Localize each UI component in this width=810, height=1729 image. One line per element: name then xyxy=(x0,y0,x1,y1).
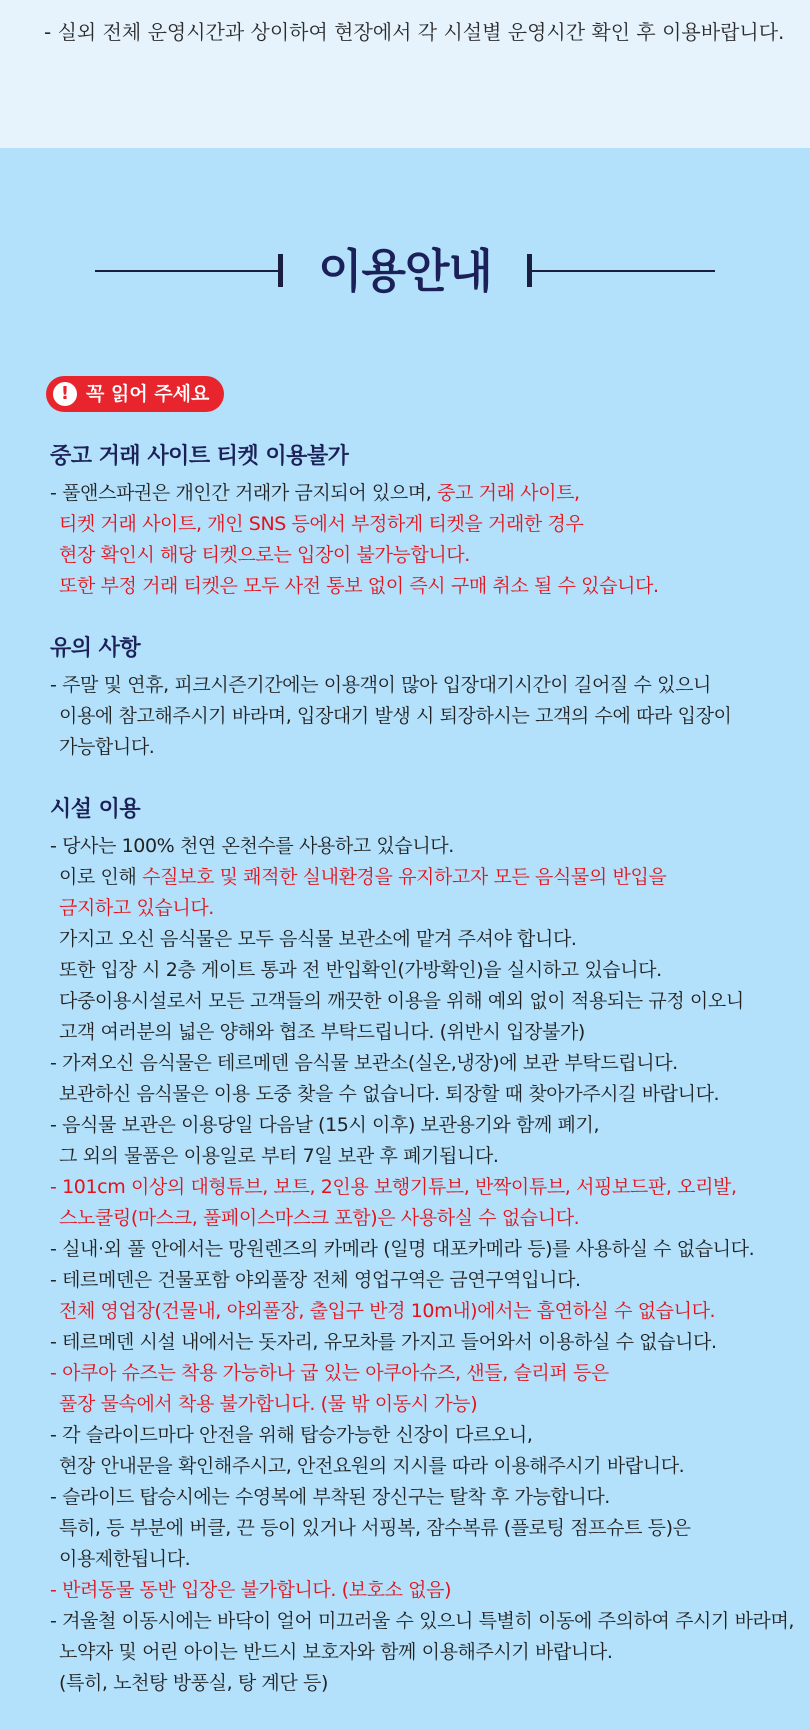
body-text: 가지고 오신 음식물은 모두 음식물 보관소에 맡겨 주셔야 합니다. xyxy=(59,928,577,950)
body-text: 고객 여러분의 넓은 양해와 협조 부탁드립니다. (위반시 입장불가) xyxy=(59,1021,585,1043)
highlight-text: 전체 영업장(건물내, 야외풀장, 출입구 반경 10m내)에서는 흡연하실 수 없습니다. xyxy=(59,1300,716,1322)
body-text: 노약자 및 어린 아이는 반드시 보호자와 함께 이용해주시기 바랍니다. xyxy=(59,1641,613,1663)
highlight-text: 중고 거래 사이트, xyxy=(437,482,580,504)
guide-line xyxy=(50,1172,790,1203)
body-text: - 테르메덴은 건물포함 야외풀장 전체 영업구역은 금연구역입니다. xyxy=(50,1269,581,1291)
body-text: 다중이용시설로서 모든 고객들의 깨끗한 이용을 위해 예외 없이 적용되는 규정 이오니 xyxy=(59,990,744,1012)
guide-line xyxy=(50,1296,790,1327)
guide-line xyxy=(50,478,790,509)
guide-line xyxy=(50,1451,790,1482)
body-text: 이용에 참고해주시기 바라며, 입장대기 발생 시 퇴장하시는 고객의 수에 따라 입장이 xyxy=(59,705,732,727)
guide-line xyxy=(50,1110,790,1141)
guide-line xyxy=(50,1575,790,1606)
body-text: 현장 안내문을 확인해주시고, 안전요원의 지시를 따라 이용해주시기 바랍니다. xyxy=(59,1455,685,1477)
guide-line xyxy=(50,1234,790,1265)
guide-line xyxy=(50,862,790,893)
guide-line xyxy=(50,1017,790,1048)
page-title: 이용안내 xyxy=(318,244,492,298)
highlight-text: 현장 확인시 해당 티켓으로는 입장이 불가능합니다. xyxy=(59,544,470,566)
highlight-text: - 아쿠아 슈즈는 착용 가능하나 굽 있는 아쿠아슈즈, 샌들, 슬리퍼 등은 xyxy=(50,1362,609,1384)
guide-line xyxy=(50,924,790,955)
notice-line: - 실외 전체 운영시간과 상이하여 현장에서 각 시설별 운영시간 확인 후 이용바랍니다. xyxy=(44,20,785,44)
guide-line xyxy=(50,1389,790,1420)
guide-line xyxy=(50,509,790,540)
body-text: - 슬라이드 탑승시에는 수영복에 부착된 장신구는 탈착 후 가능합니다. xyxy=(50,1486,610,1508)
body-text: - 당사는 100% 천연 온천수를 사용하고 있습니다. xyxy=(50,835,454,857)
guide-line xyxy=(50,986,790,1017)
guide-line xyxy=(50,540,790,571)
body-text: - 주말 및 연휴, 피크시즌기간에는 이용객이 많아 입장대기시간이 길어질 수 있으니 xyxy=(50,674,711,696)
must-read-badge xyxy=(46,376,224,412)
body-text: - 가져오신 음식물은 테르메덴 음식물 보관소(실온,냉장)에 보관 부탁드립니다. xyxy=(50,1052,678,1074)
section-heading: 시설 이용 xyxy=(50,797,141,822)
guide-section xyxy=(50,793,795,1699)
guide-line xyxy=(50,1544,790,1575)
body-text: 그 외의 물품은 이용일로 부터 7일 보관 후 폐기됩니다. xyxy=(59,1145,499,1167)
guide-line xyxy=(50,732,790,763)
badge-label: 꼭 읽어 주세요 xyxy=(86,383,210,405)
body-text: 특히, 등 부분에 버클, 끈 등이 있거나 서핑복, 잠수복류 (플로팅 점프슈트 등)은 xyxy=(59,1517,691,1539)
body-text: - 테르메덴 시설 내에서는 돗자리, 유모차를 가지고 들어와서 이용하실 수 없습니다. xyxy=(50,1331,717,1353)
title-rule-right xyxy=(530,270,715,272)
highlight-text: 풀장 물속에서 착용 불가합니다. (물 밖 이동시 가능) xyxy=(59,1393,478,1415)
guide-line xyxy=(50,1265,790,1296)
guide-line xyxy=(50,1203,790,1234)
guide-line xyxy=(50,1358,790,1389)
exclamation-icon: ! xyxy=(53,382,77,406)
guide-line xyxy=(50,955,790,986)
body-text: (특히, 노천탕 방풍실, 탕 계단 등) xyxy=(59,1672,328,1694)
guide-line xyxy=(50,1327,790,1358)
guide-section xyxy=(50,632,790,763)
highlight-text: 스노쿨링(마스크, 풀페이스마스크 포함)은 사용하실 수 없습니다. xyxy=(59,1207,580,1229)
guide-section xyxy=(50,440,790,602)
highlight-text: - 반려동물 동반 입장은 불가합니다. (보호소 없음) xyxy=(50,1579,452,1601)
guide-line xyxy=(50,1637,790,1668)
guide-line xyxy=(50,1513,790,1544)
guide-line xyxy=(50,1668,790,1699)
guide-line xyxy=(50,1048,790,1079)
guide-line xyxy=(50,670,790,701)
guide-line xyxy=(50,831,790,862)
guide-line xyxy=(50,1606,795,1637)
body-text: - 음식물 보관은 이용당일 다음날 (15시 이후) 보관용기와 함께 폐기, xyxy=(50,1114,600,1136)
guide-line xyxy=(50,571,790,602)
highlight-text: 티켓 거래 사이트, 개인 SNS 등에서 부정하게 티켓을 거래한 경우 xyxy=(59,513,584,535)
body-text: - 풀앤스파권은 개인간 거래가 금지되어 있으며, xyxy=(50,482,438,504)
body-text: 이용제한됩니다. xyxy=(59,1548,191,1570)
body-text: - 각 슬라이드마다 안전을 위해 탑승가능한 신장이 다르오니, xyxy=(50,1424,533,1446)
guide-line xyxy=(50,1079,790,1110)
guide-line xyxy=(50,1482,790,1513)
body-text: 또한 입장 시 2층 게이트 통과 전 반입확인(가방확인)을 실시하고 있습니다. xyxy=(59,959,662,981)
body-text: 보관하신 음식물은 이용 도중 찾을 수 없습니다. 퇴장할 때 찾아가주시길 바랍니다. xyxy=(59,1083,720,1105)
highlight-text: 금지하고 있습니다. xyxy=(59,897,214,919)
section-header xyxy=(0,238,810,308)
section-heading: 유의 사항 xyxy=(50,636,141,661)
highlight-text: 또한 부정 거래 티켓은 모두 사전 통보 없이 즉시 구매 취소 될 수 있습니다. xyxy=(59,575,659,597)
guide-content xyxy=(50,440,795,1729)
top-notice-panel xyxy=(0,0,810,148)
highlight-text: - 101cm 이상의 대형튜브, 보트, 2인용 보행기튜브, 반짝이튜브, 서핑보드판, 오리발, xyxy=(50,1176,737,1198)
guide-line xyxy=(50,1141,790,1172)
guide-line xyxy=(50,1420,790,1451)
body-text: - 겨울철 이동시에는 바닥이 얼어 미끄러울 수 있으니 특별히 이동에 주의하여 주시기 바라며, xyxy=(50,1610,795,1632)
highlight-text: 수질보호 및 쾌적한 실내환경을 유지하고자 모든 음식물의 반입을 xyxy=(142,866,667,888)
guide-line xyxy=(50,701,790,732)
body-text: - 실내·외 풀 안에서는 망원렌즈의 카메라 (일명 대포카메라 등)를 사용하실 수 없습니다. xyxy=(50,1238,755,1260)
body-text: 이로 인해 xyxy=(59,866,143,888)
guide-line xyxy=(50,893,790,924)
body-text: 가능합니다. xyxy=(59,736,155,758)
section-heading: 중고 거래 사이트 티켓 이용불가 xyxy=(50,444,349,469)
